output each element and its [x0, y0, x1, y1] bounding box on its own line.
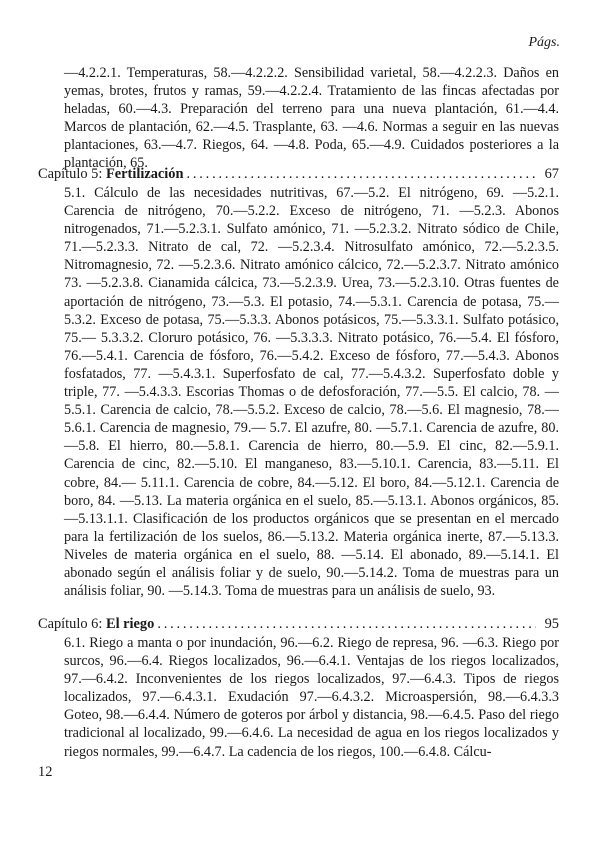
- chapter-heading: [38, 164, 559, 184]
- intro-paragraph: —4.2.2.1. Temperaturas, 58.—4.2.2.2. Sensibilidad varietal, 58.—4.2.2.3. Daños en yemas, brotes, frutos y ramas, 59.—4.2.2.4. Tratamiento de las fincas afectadas por heladas, 60.—4.3. Preparación del terreno para una nueva plantación, 61.—4.4. Marcos de plantación, 62.—4.5. Trasplante, 63. —4.6. Normas a seguir en las nuevas plantaciones, 63.—4.7. Riegos, 64. —4.8. Poda, 65.—4.9. Cuidados posteriores a la plantación, 65.: [64, 65, 559, 172]
- chapter-contents: 5.1. Cálculo de las necesidades nutritivas, 67.—5.2. El nitrógeno, 69. —5.2.1. Carencia de nitrógeno, 70.—5.2.2. Exceso de nitrógeno, 71. —5.2.3. Abonos nitrogenados, 71.—5.2.3.1. Sulfato amónico, 71. —5.2.3.2. Nitrato sódico de Chile, 71.—5.2.3.3. Nitrato de cal, 72. —5.2.3.4. Nitrosulfato amónico, 72.—5.2.3.5. Nitromagnesio, 72. —5.2.3.6. Nitrato amónico cálcico, 72.—5.2.3.7. Nitrato amónico 73. —5.2.3.8. Cianamida cálcica, 73.—5.2.3.9. Urea, 73.—5.2.3.10. Otras fuentes de aportación de nitrógeno, 73.—5.3. El potasio, 74.—5.3.1. Carencia de potasa, 75.—5.3.2. Exceso de potasa, 75.—5.3.3. Abonos potásicos, 75.—5.3.3.1. Sulfato potásico, 75.— 5.3.3.2. Cloruro potásico, 76. —5.3.3.3. Nitrato potásico, 76.—5.4. El fósforo, 76.—5.4.1. Carencia de fósforo, 76.—5.4.2. Exceso de fósforo, 77.—5.4.3. Abonos fosfatados, 77. —5.4.3.1. Superfosfato de cal, 77.—5.4.3.2. Superfosfato doble y triple, 77. —5.4.3.3. Escorias Thomas o de defosforación, 77.—5.5. El calcio, 78. —5.5.1. Carencia de calcio, 78.—5.5.2. Exceso de calcio, 78.—5.6. El magnesio, 78.—5.6.1. Carencia de magnesio, 79.— 5.7. El azufre, 80. —5.7.1. Carencia de azufre, 80.—5.8. El hierro, 80.—5.8.1. Carencia de hierro, 80.—5.9. El cinc, 82.—5.9.1. Carencia de cinc, 82.—5.10. El manganeso, 83.—5.10.1. Carencia, 83.—5.11. El cobre, 84.— 5.11.1. Carencia de cobre, 84.—5.12. El boro, 84.—5.12.1. Carencia de boro, 84. —5.13. La materia orgánica en el suelo, 85.—5.13.1. Abonos orgánicos, 85. —5.13.1.1. Clasificación de los productos orgánicos que se presentan en el mercado para la fertilización de los suelos, 86.—5.13.2. Materia orgánica inerte, 87.—5.13.3. Niveles de materia orgánica en el suelo, 88. —5.14. El abonado, 89.—5.14.1. El abonado según el análisis foliar y de suelo, 90.—5.14.2. Toma de muestras para un análisis foliar, 90. —5.14.3. Toma de muestras para un análisis de suelo, 93.: [64, 185, 559, 600]
- chapter-prefix: Capítulo 5:: [38, 166, 103, 182]
- chapter-contents: 6.1. Riego a manta o por inundación, 96.—6.2. Riego de represa, 96. —6.3. Riego por surcos, 96.—6.4. Riegos localizados, 96.—6.4.1. Ventajas de los riegos localizados, 97.—6.4.2. Inconvenientes de los riegos localizados, 97.—6.4.3. Tipos de riegos localizados, 97.—6.4.3.1. Exudación 97.—6.4.3.2. Microaspersión, 98.—6.4.3.3 Goteo, 98.—6.4.4. Número de goteros por árbol y distancia, 98.—6.4.5. Paso del riego tradicional al localizado, 99.—6.4.6. La necesidad de agua en los riegos localizados y riegos normales, 99.—6.4.7. La cadencia de los riegos, 100.—6.4.8. Cálcu-: [64, 635, 559, 760]
- intro-section: [38, 64, 559, 173]
- chapter-title: Fertilización: [105, 166, 184, 182]
- chapter-page-number: 95: [544, 616, 559, 632]
- chapter-5-entry: [38, 164, 559, 600]
- dot-leader: [187, 164, 537, 184]
- chapter-heading: [38, 614, 559, 634]
- page-number: 12: [38, 764, 53, 780]
- chapter-title: El riego: [105, 616, 155, 632]
- pags-header: Págs.: [528, 35, 560, 50]
- chapter-page-number: 67: [544, 166, 559, 182]
- dot-leader: [157, 614, 536, 634]
- chapter-6-entry: [38, 614, 559, 761]
- chapter-prefix: Capítulo 6:: [38, 616, 103, 632]
